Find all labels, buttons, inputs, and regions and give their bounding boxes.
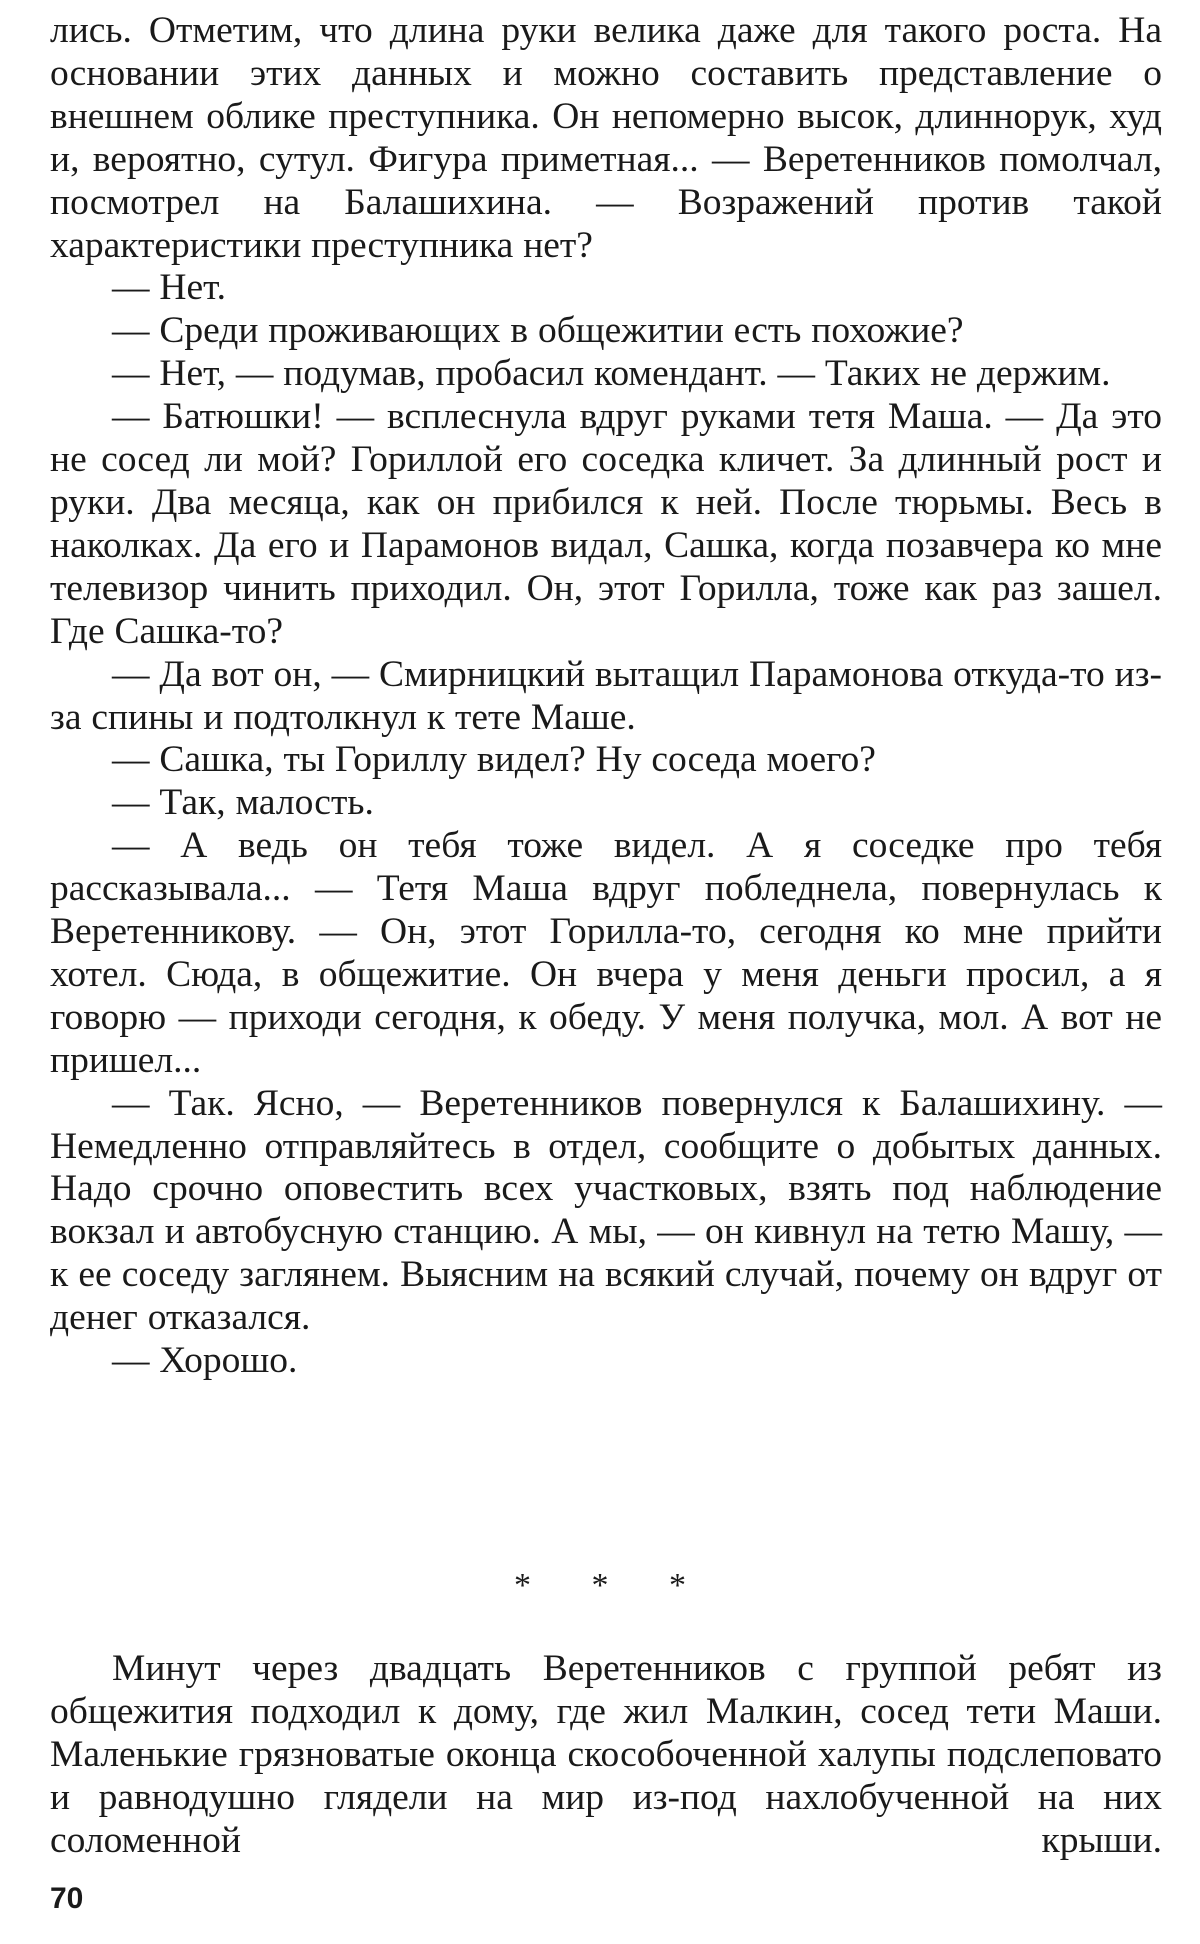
paragraph: — Хорошо. [112, 1340, 298, 1382]
paragraph: — Так, малость. [112, 782, 374, 824]
paragraph: — Так. Ясно, — Веретенников повернулся к Балашихину. — Немедленно отправляйтесь в отдел, сообщите о добытых данных. Надо срочно оповестить всех участковых, взять под наблюдение вокзал и автобусную станцию. А мы, — он кивнул на тетю Машу, — к ее соседу заглянем. Выясним на всякий случай, почему он вдруг от денег отказался. [50, 1082, 1162, 1339]
page-number: 70 [50, 1882, 84, 1915]
paragraph: — Среди проживающих в общежитии есть похожие? [112, 310, 964, 352]
paragraph: — Сашка, ты Гориллу видел? Ну соседа моего? [112, 739, 876, 781]
paragraph: — А ведь он тебя тоже видел. А я соседке про тебя рассказывала... — Тетя Маша вдруг побледнела, повернулась к Веретенникову. — Он, этот Горилла-то, сегодня ко мне прийти хотел. Сюда, в общежитие. Он вчера у меня деньги просил, а я говорю — приходи сегодня, к обеду. У меня получка, мол. А вот не пришел... [50, 825, 1162, 1081]
paragraph: — Да вот он, — Смирницкий вытащил Парамонова откуда-то из-за спины и подтолкнул к тете Маше. [50, 653, 1162, 738]
paragraph: — Нет, — подумав, пробасил комендант. — Таких не держим. [112, 353, 1111, 395]
paragraph: — Батюшки! — всплеснула вдруг руками тетя Маша. — Да это не сосед ли мой? Гориллой его соседка кличет. За длинный рост и руки. Два месяца, как он прибился к ней. После тюрьмы. Весь в наколках. Да его и Парамонов видал, Сашка, когда позавчера ко мне телевизор чинить приходил. Он, этот Горилла, тоже как раз зашел. Где Сашка-то? [50, 396, 1162, 652]
section-text [50, 1648, 1162, 1863]
main-text [50, 10, 1162, 1383]
section-divider: * * * [514, 1567, 712, 1604]
paragraph: лись. Отметим, что длина руки велика даже для такого роста. На основании этих данных и можно составить представление о внешнем облике преступника. Он непомерно высок, длиннорук, худ и, вероятно, сутул. Фигура приметная... — Веретенников помолчал, посмотрел на Балашихина. — Возражений против такой характеристики преступника нет? [50, 10, 1162, 266]
paragraph: Минут через двадцать Веретенников с группой ребят из общежития подходил к дому, где жил Малкин, сосед тети Маши. Маленькие грязноватые оконца скособоченной халупы подслеповато и равнодушно глядели на мир из-под нахлобученной на них соломенной крыши. [50, 1648, 1162, 1861]
paragraph: — Нет. [112, 267, 227, 309]
